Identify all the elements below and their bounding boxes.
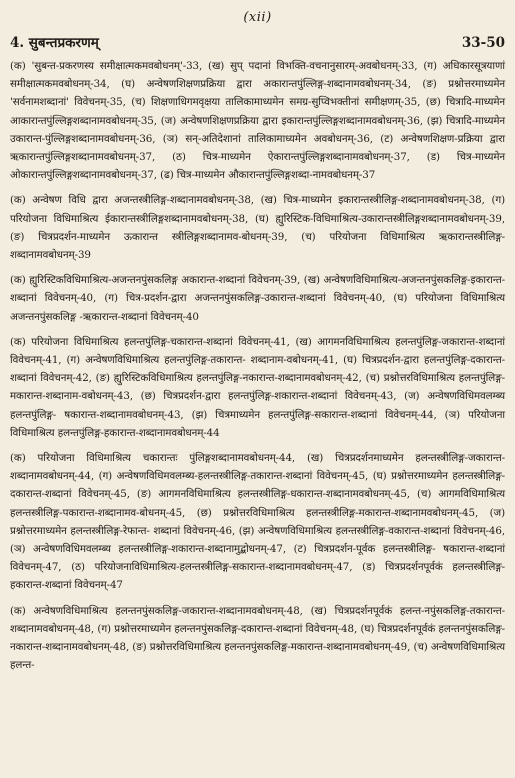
contents-paragraph: (क) परियोजना विधिमाश्रित्य हलन्तपुंलिङ्ग-चकारान्त-शब्दानां विवेचनम्-41, (ख) आगमनविधिमाश्रित्य हलन्तपुंलिङ्ग-जकारान्त-शब्दानां विवेचनम्-41, (ग) अन्वेषणविधिमाश्रित्य हलन्तपुंलिङ्ग-तकारान्त- शब्दानाम-वबोधनम्-41, (घ) चित्रप्रदर्शन-द्वारा हलन्तपुंलिङ्ग-दकारान्त- शब्दानां विवेचनम्-42, (ङ) ह्युरिस्टिकविधिमाश्रित्य हलन्तपुंलिङ्ग-नकारान्त-शब्दानामवबोधनम्-42, (च) प्रश्नोत्तरविधिमाश्रित्य हलन्तपुंलिङ्ग-मकारान्त-शब्दानाम-वबोधनम्-43, (छ) चित्रप्रदर्शन-द्वारा हलन्तपुंलिङ्ग-शकारान्त-शब्दानां विवेचनम्-43, (ज) अन्वेषणविधिमवलम्ब्य हलन्तपुंलिङ्ग- षकारान्त-शब्दानामवबोधनम्-43, (झ) चित्रमाध्यमेन हलन्तपुंलिङ्ग-सकारान्त-शब्दानां विवेचनम्-44, (ञ) परियोजना विधिमाश्रित्य हलन्तपुंलिङ्ग-हकारान्त-शब्दानामवबोधनम्-44 xyxy=(10,335,505,439)
contents-paragraph: (क) 'सुबन्त-प्रकरणस्य समीक्षात्मकमवबोधनम्'-33, (ख) सुप् पदानां विभक्ति-वचनानुसारम्-अवबोधनम्-33, (ग) अधिकारसूत्रयाणां समीक्षात्मकमवबोधनम्-34, (घ) अन्वेषणशिक्षणप्रक्रिया द्वारा अकारान्तपुंल्लिङ्ग-शब्दानामवबोधनम्-34, (ङ) प्रश्नोत्तरमाध्यमेन 'सर्वनामशब्दानां' विवेचनम्-35, (च) शिक्षणाधिगमवृक्षया तालिकामाध्यमेन समग्र-सुप्विभक्तीनां समीक्षणम्-35, (छ) चित्रादि-माध्यमेन आकारान्तपुंल्लिङ्गशब्दानामवबोधनम्-35, (ज) अन्वेषणशिक्षणप्रक्रिया द्वारा इकारान्तपुंल्लिङ्गशब्दानामवबोधनम्-36, (झ) चित्रादि-माध्यमेन उकारान्त-पुंल्लिङ्गशब्दानामवबोधनम्-36, (ञ) सन्-अतिदेशानां तालिकामाध्यमेन अवबोधनम्-36, (ट) अन्वेषणशिक्षण-प्रक्रिया द्वारा ऋकारान्तपुंल्लिङ्गशब्दानामवबोधनम्-37, (ठ) चित्र-माध्यमेन ऐकारान्तपुंल्लिङ्गशब्दानामवबोधनम्-37, (ड) चित्र-माध्यमेन ओकारान्तपुंल्लिङ्गशब्दानामवबोधनम्-37, (ढ) चित्र-माध्यमेन औकारान्तपुंल्लिङ्गशब्दा-नामवबोधनम्-37 xyxy=(10,60,505,182)
contents-body xyxy=(10,57,505,675)
contents-paragraph: (क) अन्वेषणविधिमाश्रित्य हलन्तनपुंसकलिङ्ग-जकारान्त-शब्दानामवबोधनम्-48, (ख) चित्रप्रदर्शनपूर्वकं हलन्त-नपुंसकलिङ्ग-तकारान्त- शब्दानामवबोधनम्-48, (ग) प्रश्नोत्तरमाध्यमेन हलन्तनपुंसकलिङ्ग-दकारान्त-शब्दानां विवेचनम्-48, (घ) चित्रप्रदर्शनपूर्वकं हलन्तनपुंसकलिङ्ग-नकारान्त-शब्दानामवबोधनम्-48, (ङ) प्रश्नोत्तरविधिमाश्रित्य हलन्तनपुंसकलिङ्ग-मकारान्त-शब्दानामवबोधनम्-49, (च) अन्वेषणविधिमाश्रित्य हलन्त- xyxy=(10,604,505,672)
page-number: (xii) xyxy=(243,10,272,25)
contents-paragraph: (क) परियोजना विधिमाश्रित्य चकारान्तः पुंलिङ्गशब्दानामवबोधनम्-44, (ख) चित्रप्रदर्शनमाध्यमेन हलन्तस्त्रीलिङ्ग-जकारान्त-शब्दानामवबोधनम्-44, (ग) अन्वेषणविधिमवलम्ब्य-हलन्तस्त्रीलिङ्ग-तकारान्त-शब्दानां विवेचनम्-45, (घ) प्रश्नोत्तरमाध्यमेन हलन्तस्त्रीलिङ्ग-दकारान्त-शब्दानां विवेचनम्-45, (ङ) आगमनविधिमाश्रित्य हलन्तस्त्रीलिङ्ग-धकारान्त-शब्दानामवबोधनम्-45, (च) आगमविधिमाश्रित्य हलन्तस्त्रीलिङ्ग-पकारान्त-शब्दानामव-बोधनम्-45, (छ) प्रश्नोत्तरविधिमाश्रित्य हलन्तस्त्रीलिङ्ग-मकारान्त-शब्दानामवबोधनम्-45, (ज) प्रश्नोत्तरमाध्यमेन हलन्तस्त्रीलिङ्ग-रेफान्त- शब्दानां विवेचनम्-46, (झ) अन्वेषणविधिमाश्रित्य हलन्तस्त्रीलिङ्ग-वकारान्त-शब्दानां विवेचनम्-46, (ञ) अन्वेषणविधिमवलम्ब्य हलन्तस्त्रीलिङ्ग-शकारान्त-शब्दानामुद्बोधनम्-47, (ट) चित्रप्रदर्शन-पूर्वक हलन्तस्त्रीलिङ्ग- षकारान्त-शब्दानां विवेचनम्-47, (ठ) परियोजनाविधिमाश्रित्य-हलन्तस्त्रीलिङ्ग-सकारान्त-शब्दानामवबोधनम्-47, (ड) चित्रप्रदर्शनपूर्वकं हलन्तस्त्रीलिङ्ग-हकारान्त-शब्दानां विवेचनम्-47 xyxy=(10,452,505,592)
contents-paragraph: (क) ह्युरिस्टिकविधिमाश्रित्य-अजन्तनपुंसकलिङ्ग अकारान्त-शब्दानां विवेचनम्-39, (ख) अन्वेषणविधिमाश्रित्य-अजन्तनपुंसकलिङ्ग-इकारान्त-शब्दानां विवेचनम्-40, (ग) चित्र-प्रदर्शन-द्वारा अजन्तनपुंसकलिङ्ग-उकारान्त-शब्दानां विवेचनम्-40, (घ) परियोजना विधिमाश्रित्य अजन्तनपुंसकलिङ्ग -ऋकारान्त-शब्दानां विवेचनम्-40 xyxy=(10,274,505,323)
contents-paragraph: (क) अन्वेषण विधि द्वारा अजन्तस्त्रीलिङ्ग-शब्दानामवबोधनम्-38, (ख) चित्र-माध्यमेन इकारान्तस्त्रीलिङ्ग-शब्दानामवबोधनम्-38, (ग) परियोजना विधिमाश्रित्य ईकारान्तस्त्रीलिङ्गशब्दानामवबोधनम्-38, (घ) ह्युरिस्टिक-विधिमाश्रित्य-उकारान्तस्त्रीलिङ्गशब्दानामवबोधनम्-39, (ङ) चित्रप्रदर्शन-माध्यमेन ऊकारान्त स्त्रीलिङ्गशब्दानामव-बोधनम्-39, (च) परियोजना विधिमाश्रित्य ऋकारान्तस्त्रीलिङ्ग-शब्दानामवबोधनम्-39 xyxy=(10,194,505,262)
chapter-heading xyxy=(10,33,505,51)
chapter-page-range: 33-50 xyxy=(461,35,505,51)
chapter-title: 4. सुबन्तप्रकरणम् xyxy=(10,35,99,51)
